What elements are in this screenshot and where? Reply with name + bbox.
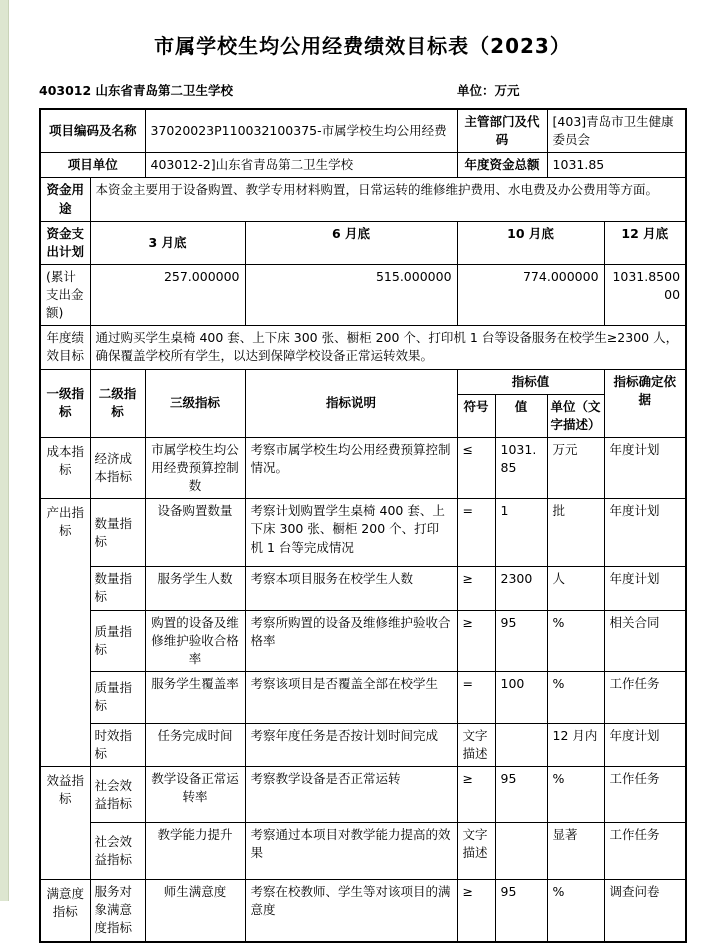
cell-symbol: 文字描述 [457, 723, 495, 766]
cell-level2: 质量指标 [90, 610, 145, 671]
annual-goal-label: 年度绩效目标 [40, 326, 90, 369]
cell-basis: 相关合同 [604, 610, 686, 671]
cell-basis: 工作任务 [604, 823, 686, 880]
cell-desc: 考察该项目是否覆盖全部在校学生 [245, 671, 457, 723]
cell-basis: 调查问卷 [604, 880, 686, 942]
cell-level1: 效益指标 [40, 767, 90, 880]
cell-unit: % [547, 671, 604, 723]
cell-level2: 社会效益指标 [90, 767, 145, 823]
cell-symbol: = [457, 671, 495, 723]
cell-level2: 社会效益指标 [90, 823, 145, 880]
cell-level2: 数量指标 [90, 499, 145, 567]
cell-symbol: ≥ [457, 610, 495, 671]
cell-unit: % [547, 767, 604, 823]
spend-plan-label: 资金支出计划 [40, 221, 90, 264]
cell-symbol: ≥ [457, 880, 495, 942]
cell-value: 95 [495, 610, 547, 671]
cell-value: 1031.85 [495, 437, 547, 498]
cell-unit: % [547, 610, 604, 671]
cell-basis: 年度计划 [604, 723, 686, 766]
spend-amount-q2: 515.000000 [245, 264, 457, 325]
cell-level3: 设备购置数量 [145, 499, 245, 567]
cell-value: 95 [495, 880, 547, 942]
annual-fund-label: 年度资金总额 [457, 153, 547, 178]
cell-level3: 市属学校生均公用经费预算控制数 [145, 437, 245, 498]
spend-row-label: (累计支出金额) [40, 264, 90, 325]
cell-basis: 年度计划 [604, 499, 686, 567]
header-value: 值 [495, 394, 547, 437]
header-symbol: 符号 [457, 394, 495, 437]
org-code-line: 403012 山东省青岛第二卫生学校 [39, 83, 234, 98]
cell-basis: 工作任务 [604, 671, 686, 723]
annual-fund-value: 1031.85 [547, 153, 686, 178]
annual-goal-value: 通过购买学生桌椅 400 套、上下床 300 张、橱柜 200 个、打印机 1 台等设备服务在校学生≥2300 人，确保覆盖学校所有学生，以达到保障学校设备正常运转效果。 [90, 326, 686, 369]
fund-use-value: 本资金主要用于设备购置、教学专用材料购置，日常运转的维修维护费用、水电费及办公费用等方面。 [90, 178, 686, 221]
cell-basis: 年度计划 [604, 437, 686, 498]
cell-level2: 质量指标 [90, 671, 145, 723]
cell-value: 95 [495, 767, 547, 823]
cell-level3: 教学能力提升 [145, 823, 245, 880]
page-title: 市属学校生均公用经费绩效目标表（2023） [154, 34, 571, 58]
dept-label: 主管部门及代码 [457, 109, 547, 153]
cell-desc: 考察教学设备是否正常运转 [245, 767, 457, 823]
unit-name-label: 项目单位 [40, 153, 145, 178]
cell-level2: 服务对象满意度指标 [90, 880, 145, 942]
cell-level3: 服务学生覆盖率 [145, 671, 245, 723]
cell-level1: 满意度指标 [40, 880, 90, 942]
spend-amount-q4: 1031.850000 [604, 264, 686, 325]
header-basis: 指标确定依据 [604, 369, 686, 437]
cell-value [495, 723, 547, 766]
cell-desc: 考察年度任务是否按计划时间完成 [245, 723, 457, 766]
cell-level3: 师生满意度 [145, 880, 245, 942]
cell-level2: 数量指标 [90, 567, 145, 610]
cell-value: 2300 [495, 567, 547, 610]
cell-basis: 工作任务 [604, 767, 686, 823]
unit-label: 单位：万元 [457, 83, 520, 98]
cell-level3: 服务学生人数 [145, 567, 245, 610]
cell-desc: 考察所购置的设备及维修维护验收合格率 [245, 610, 457, 671]
cell-level3: 购置的设备及维修维护验收合格率 [145, 610, 245, 671]
cell-unit: % [547, 880, 604, 942]
cell-symbol: ≥ [457, 767, 495, 823]
cell-unit: 显著 [547, 823, 604, 880]
cell-desc: 考察在校教师、学生等对该项目的满意度 [245, 880, 457, 942]
document-sheet [9, 0, 716, 936]
cell-level1: 成本指标 [40, 437, 90, 498]
header-desc: 指标说明 [245, 369, 457, 437]
project-code-value: 37020023P110032100375-市属学校生均公用经费 [145, 109, 457, 153]
cell-value [495, 823, 547, 880]
cell-symbol: ≥ [457, 567, 495, 610]
cell-level2: 经济成本指标 [90, 437, 145, 498]
cell-symbol: 文字描述 [457, 823, 495, 880]
header-unit: 单位（文字描述） [547, 394, 604, 437]
cell-level1: 产出指标 [40, 499, 90, 767]
meta-line [9, 81, 716, 99]
header-level1: 一级指标 [40, 369, 90, 437]
spend-period-q4: 12 月底 [604, 221, 686, 264]
cell-level2: 时效指标 [90, 723, 145, 766]
cell-level3: 教学设备正常运转率 [145, 767, 245, 823]
cell-unit: 万元 [547, 437, 604, 498]
cell-value: 100 [495, 671, 547, 723]
cell-unit: 12 月内 [547, 723, 604, 766]
cell-symbol: ≤ [457, 437, 495, 498]
cell-desc: 考察市属学校生均公用经费预算控制情况。 [245, 437, 457, 498]
header-level2: 二级指标 [90, 369, 145, 437]
page-edge-strip [0, 0, 9, 901]
spend-period-q1: 3 月底 [90, 221, 245, 264]
cell-basis: 年度计划 [604, 567, 686, 610]
cell-symbol: = [457, 499, 495, 567]
cell-desc: 考察计划购置学生桌椅 400 套、上下床 300 张、橱柜 200 个、打印机 1 台等完成情况 [245, 499, 457, 567]
unit-name-value: 403012-2]山东省青岛第二卫生学校 [145, 153, 457, 178]
header-level3: 三级指标 [145, 369, 245, 437]
cell-desc: 考察本项目服务在校学生人数 [245, 567, 457, 610]
cell-value: 1 [495, 499, 547, 567]
project-code-label: 项目编码及名称 [40, 109, 145, 153]
cell-unit: 人 [547, 567, 604, 610]
cell-level3: 任务完成时间 [145, 723, 245, 766]
spend-period-q3: 10 月底 [457, 221, 604, 264]
header-value-group: 指标值 [457, 369, 604, 394]
spend-amount-q3: 774.000000 [457, 264, 604, 325]
performance-target-table [39, 108, 687, 943]
fund-use-label: 资金用途 [40, 178, 90, 221]
cell-unit: 批 [547, 499, 604, 567]
dept-value: [403]青岛市卫生健康委员会 [547, 109, 686, 153]
spend-amount-q1: 257.000000 [90, 264, 245, 325]
cell-desc: 考察通过本项目对教学能力提高的效果 [245, 823, 457, 880]
spend-period-q2: 6 月底 [245, 221, 457, 264]
